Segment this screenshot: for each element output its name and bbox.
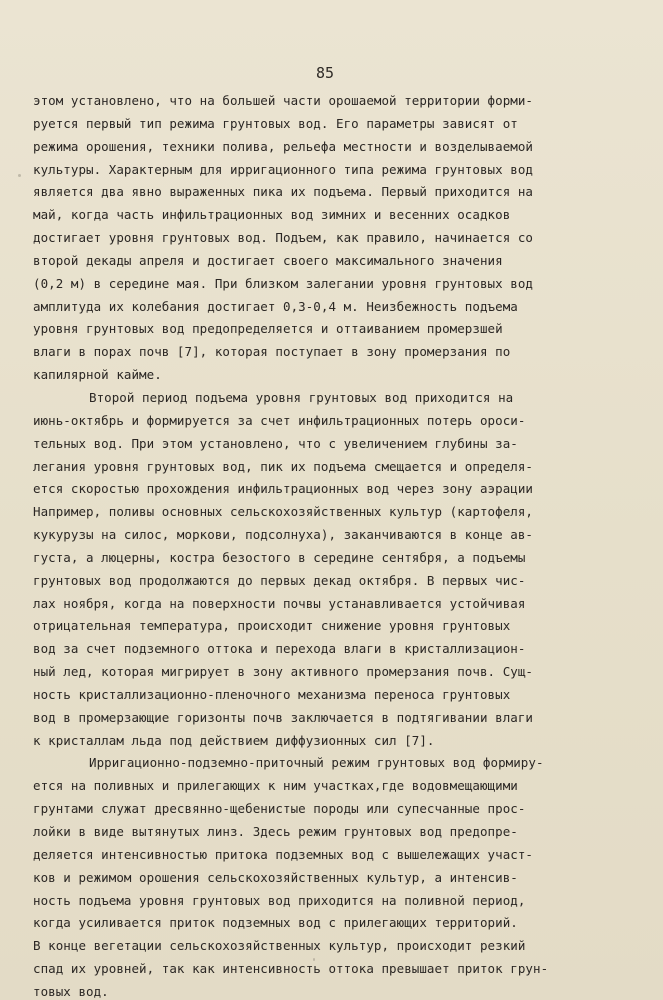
paragraph [33, 90, 633, 387]
text-line: лах ноября, когда на поверхности почвы устанавливается устойчивая [33, 595, 526, 611]
text-line: ный лед, которая мигрирует в зону активного промерзания почв. Сущ- [33, 664, 533, 680]
text-line: деляется интенсивностью притока подземных вод с вышележащих участ- [33, 846, 533, 862]
text-line: тельных вод. При этом установлено, что с увеличением глубины за- [33, 435, 518, 451]
page-number: 85 [315, 64, 335, 82]
text-line: Например, поливы основных сельскохозяйственных культур (картофеля, [33, 504, 533, 520]
text-line: ность кристаллизационно-пленочного механизма переноса грунтовых [33, 686, 511, 702]
text-line: второй декады апреля и достигает своего максимального значения [33, 252, 503, 268]
text-line: ется скоростью прохождения инфильтрационных вод через зону аэрации [33, 481, 533, 497]
text-line: вод в промерзающие горизонты почв заключается в подтягивании влаги [33, 709, 533, 725]
text-line: уровня грунтовых вод предопределяется и оттаиванием промерзшей [33, 321, 503, 337]
text-line: В конце вегетации сельскохозяйственных культур, происходит резкий [33, 938, 526, 954]
text-line: густа, а люцерны, костра безостого в середине сентября, а подъемы [33, 549, 526, 565]
paper-speck [313, 958, 315, 961]
text-line: кукурузы на силос, моркови, подсолнуха), заканчиваются в конце ав- [33, 527, 533, 543]
text-line: вод за счет подземного оттока и перехода влаги в кристаллизацион- [33, 641, 526, 657]
text-line: капилярной кайме. [33, 367, 162, 383]
body-text [33, 90, 633, 1000]
text-line: амплитуда их колебания достигает 0,3-0,4 м. Неизбежность подъема [33, 298, 518, 314]
paragraph [33, 752, 633, 1000]
text-line: легания уровня грунтовых вод, пик их подъема смещается и определя- [33, 458, 533, 474]
text-line: влаги в порах почв [7], которая поступает в зону промерзания по [33, 344, 511, 360]
text-line: лойки в виде вытянутых линз. Здесь режим грунтовых вод предопре- [33, 824, 518, 839]
text-line: ность подъема уровня грунтовых вод приходится на поливной период, [33, 892, 526, 908]
text-line: ков и режимом орошения сельскохозяйственных культур, а интенсив- [33, 869, 518, 885]
text-line: когда усиливается приток подземных вод с прилегающих территорий. [33, 915, 518, 931]
text-line: является два явно выраженных пика их подъема. Первый приходится на [33, 184, 533, 200]
text-line: режима орошения, техники полива, рельефа местности и возделываемой [33, 138, 533, 154]
text-line: грунтами служат дресвянно-щебенистые породы или супесчанные прос- [33, 801, 526, 817]
text-line: спад их уровней, так как интенсивность оттока превышает приток грун- [33, 961, 549, 977]
text-line: Ирригационно-подземно-приточный режим грунтовых вод формиру- [89, 755, 544, 771]
text-line: к кристаллам льда под действием диффузионных сил [7]. [33, 732, 435, 748]
text-line: грунтовых вод продолжаются до первых декад октября. В первых чис- [33, 572, 526, 588]
paragraph [33, 387, 633, 753]
text-line: достигает уровня грунтовых вод. Подъем, как правило, начинается со [33, 230, 533, 246]
text-line: ется на поливных и прилегающих к ним участках,где водовмещающими [33, 778, 518, 794]
text-line: отрицательная температура, происходит снижение уровня грунтовых [33, 618, 511, 634]
text-line: культуры. Характерным для ирригационного типа режима грунтовых вод [33, 161, 533, 177]
paper-speck [18, 174, 21, 177]
text-line: май, когда часть инфильтрационных вод зимних и весенних осадков [33, 207, 511, 223]
text-line: июнь-октябрь и формируется за счет инфильтрационных потерь ороси- [33, 412, 526, 428]
text-line: товых вод. [33, 983, 109, 999]
text-line: этом установлено, что на большей части орошаемой территории форми- [33, 93, 533, 108]
text-line: (0,2 м) в середине мая. При близком залегании уровня грунтовых вод [33, 275, 533, 291]
text-line: руется первый тип режима грунтовых вод. Его параметры зависят от [33, 115, 518, 131]
text-line: Второй период подъема уровня грунтовых вод приходится на [89, 389, 514, 405]
